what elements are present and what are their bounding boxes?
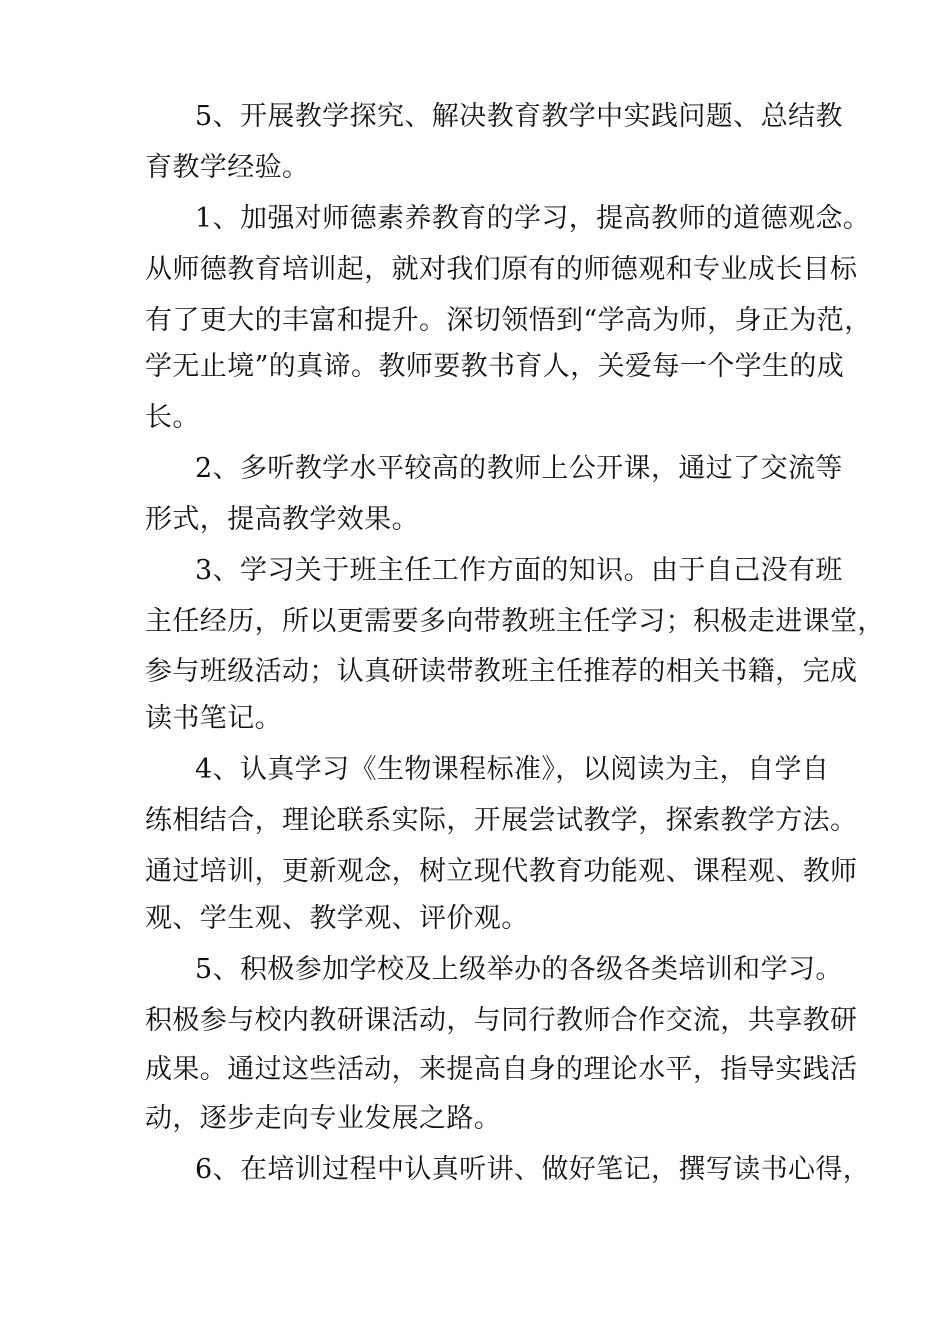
paragraph-line: 成果。通过这些活动，来提高自身的理论水平，指导实践活 <box>145 1054 858 1085</box>
paragraph-line: 5、积极参加学校及上级举办的各级各类培训和学习。 <box>195 954 843 985</box>
paragraph-line: 积极参与校内教研课活动，与同行教师合作交流，共享教研 <box>145 1005 858 1036</box>
paragraph-line: 2、多听教学水平较高的教师上公开课，通过了交流等 <box>195 453 843 484</box>
paragraph-line: 形式，提高教学效果。 <box>145 504 419 535</box>
paragraph-line: 练相结合，理论联系实际，开展尝试教学，探索教学方法。 <box>145 805 858 836</box>
paragraph-line: 观、学生观、教学观、评价观。 <box>145 903 529 934</box>
paragraph-line: 主任经历，所以更需要多向带教班主任学习；积极走进课堂， <box>145 606 885 637</box>
paragraph-line: 通过培训，更新观念，树立现代教育功能观、课程观、教师 <box>145 856 858 887</box>
paragraph-line: 学无止境”的真谛。教师要教书育人，关爱每一个学生的成 <box>145 351 845 382</box>
paragraph-line: 1、加强对师德素养教育的学习，提高教师的道德观念。 <box>195 203 871 234</box>
paragraph-line: 动，逐步走向专业发展之路。 <box>145 1103 502 1134</box>
paragraph-line: 育教学经验。 <box>145 152 310 183</box>
paragraph-line: 有了更大的丰富和提升。深切领悟到“学高为师，身正为范， <box>145 305 872 336</box>
paragraph-line: 从师德教育培训起，就对我们原有的师德观和专业成长目标 <box>145 254 858 285</box>
paragraph-line: 4、认真学习《生物课程标准》，以阅读为主，自学自 <box>195 754 830 785</box>
paragraph-line: 5、开展教学探究、解决教育教学中实践问题、总结教 <box>195 101 843 132</box>
paragraph-line: 6、在培训过程中认真听讲、做好笔记，撰写读书心得， <box>195 1154 871 1185</box>
paragraph-line: 读书笔记。 <box>145 703 282 734</box>
paragraph-line: 3、学习关于班主任工作方面的知识。由于自己没有班 <box>195 555 843 586</box>
paragraph-line: 参与班级活动；认真研读带教班主任推荐的相关书籍，完成 <box>145 656 858 687</box>
paragraph-line: 长。 <box>145 402 200 433</box>
